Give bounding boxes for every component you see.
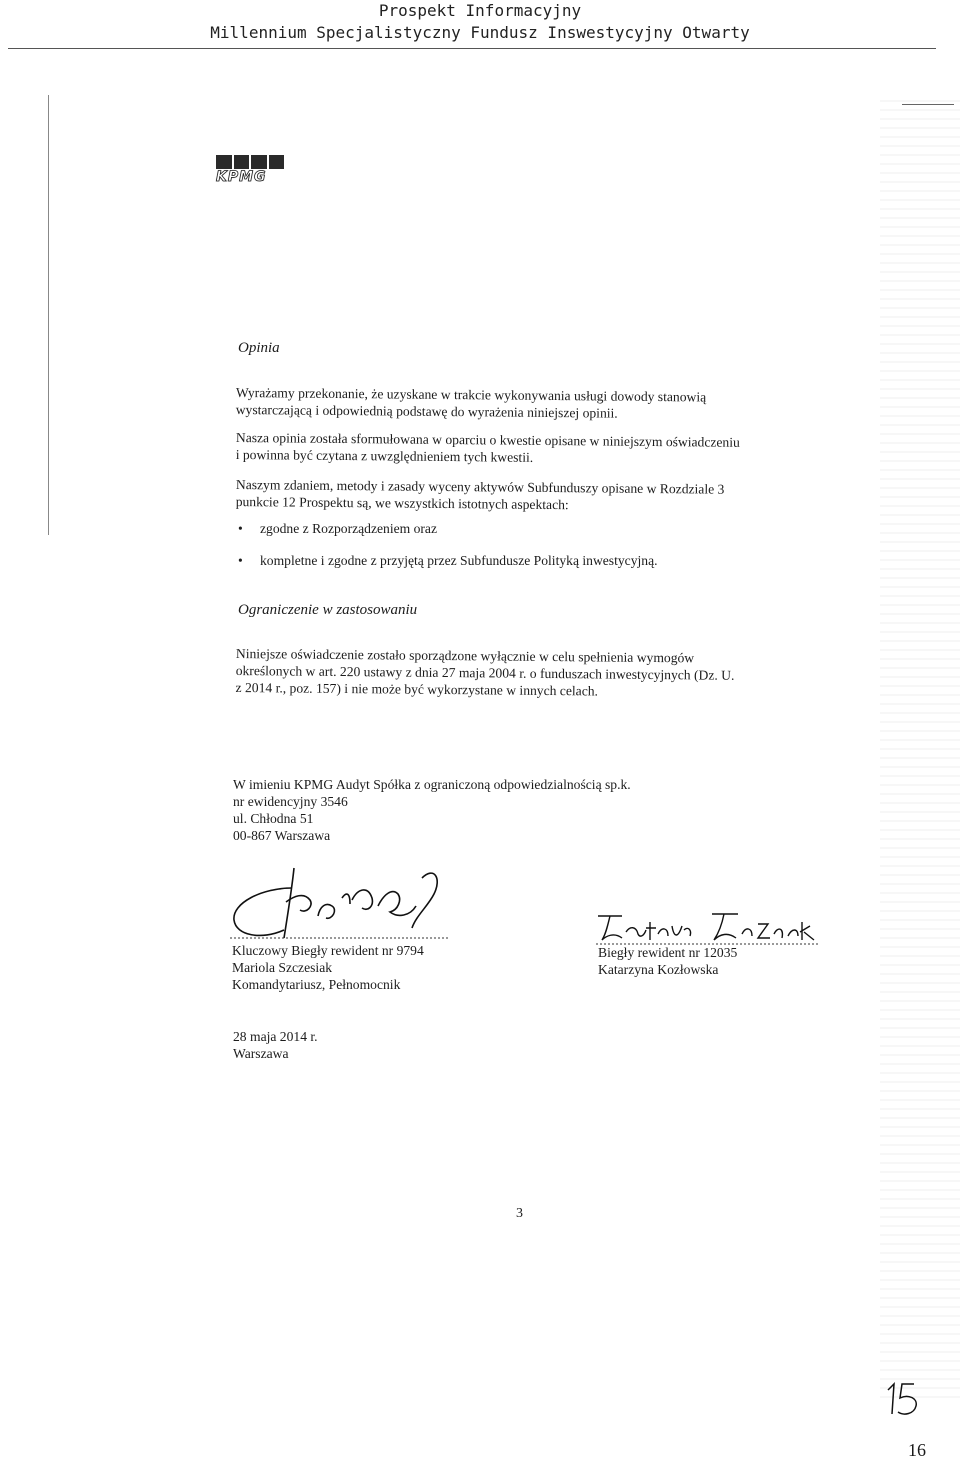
text-line: i powinna być czytana z uwzględnieniem tych kwestii. bbox=[235, 446, 534, 465]
logo-bars bbox=[216, 155, 284, 169]
original-page-number: 3 bbox=[516, 1206, 523, 1221]
signature-right-icon bbox=[592, 908, 824, 948]
registration-number: nr ewidencyjny 3546 bbox=[233, 794, 348, 809]
text-line: punkcie 12 Prospektu są, we wszystkich istotnych aspektach: bbox=[235, 493, 569, 513]
page-header bbox=[0, 0, 960, 44]
signature-left-icon bbox=[222, 858, 462, 948]
signatory-role: Biegły rewident nr 12035 bbox=[598, 945, 738, 960]
bullet-item: • kompletne i zgodne z przyjętą przez Subfundusze Polityką inwestycyjną. bbox=[238, 553, 658, 569]
signatory-title: Komandytariusz, Pełnomocnik bbox=[232, 977, 401, 992]
date-place bbox=[233, 1028, 318, 1062]
kpmg-logo bbox=[216, 155, 284, 185]
scan-edge-noise bbox=[880, 100, 960, 1400]
signatory-role: Kluczowy Biegły rewident nr 9794 bbox=[232, 943, 424, 958]
handwritten-number-icon bbox=[880, 1380, 930, 1420]
page-number: 16 bbox=[908, 1440, 926, 1460]
text-line: Niniejsze oświadczenie zostało sporządzone wyłącznie w celu spełnienia wymogów bbox=[235, 645, 695, 666]
bullet-item: • zgodne z Rozporządzeniem oraz bbox=[238, 521, 437, 537]
header-title: Prospekt Informacyjny bbox=[378, 1, 582, 20]
opinion-heading: Opinia bbox=[238, 340, 280, 356]
header-divider bbox=[8, 48, 936, 49]
limitation-paragraph bbox=[236, 645, 821, 702]
scan-margin-line bbox=[48, 95, 49, 535]
postal-city: 00-867 Warszawa bbox=[233, 828, 331, 843]
signatory-right bbox=[598, 944, 737, 978]
document-place: Warszawa bbox=[233, 1046, 289, 1061]
logo-text: KPMG bbox=[216, 169, 267, 185]
text-line: Naszym zdaniem, metody i zasady wyceny aktywów Subfunduszy opisane w Rozdziale 3 bbox=[235, 476, 725, 497]
text-line: Nasza opinia została sformułowana w oparciu o kwestie opisane w niniejszym oświadczeniu bbox=[235, 429, 740, 450]
text-line: Wyrażamy przekonanie, że uzyskane w trakcie wykonywania usługi dowody stanowią bbox=[235, 384, 707, 405]
company-name: W imieniu KPMG Audyt Spółka z ograniczoną odpowiedzialnością sp.k. bbox=[233, 777, 631, 792]
opinion-paragraph-2 bbox=[236, 429, 821, 469]
text-line: określonych w art. 220 ustawy z dnia 27 maja 2004 r. o funduszach inwestycyjnych (Dz. U. bbox=[235, 662, 735, 683]
limitation-heading: Ograniczenie w zastosowaniu bbox=[238, 602, 418, 618]
street-address: ul. Chłodna 51 bbox=[233, 811, 314, 826]
document-date: 28 maja 2014 r. bbox=[233, 1029, 318, 1044]
opinion-paragraph-3 bbox=[236, 476, 821, 516]
company-address bbox=[233, 776, 631, 844]
signatory-name: Mariola Szczesiak bbox=[232, 960, 333, 975]
signatory-left bbox=[232, 942, 424, 993]
header-subtitle: Millennium Specjalistyczny Fundusz Inswestycyjny Otwarty bbox=[210, 23, 750, 42]
signatory-name: Katarzyna Kozłowska bbox=[598, 962, 719, 977]
text-line: z 2014 r., poz. 157) i nie może być wykorzystane w innych celach. bbox=[235, 679, 599, 699]
text-line: wystarczającą i odpowiednią podstawę do wyrażenia niniejszej opinii. bbox=[235, 401, 618, 421]
opinion-paragraph-1 bbox=[236, 384, 821, 424]
